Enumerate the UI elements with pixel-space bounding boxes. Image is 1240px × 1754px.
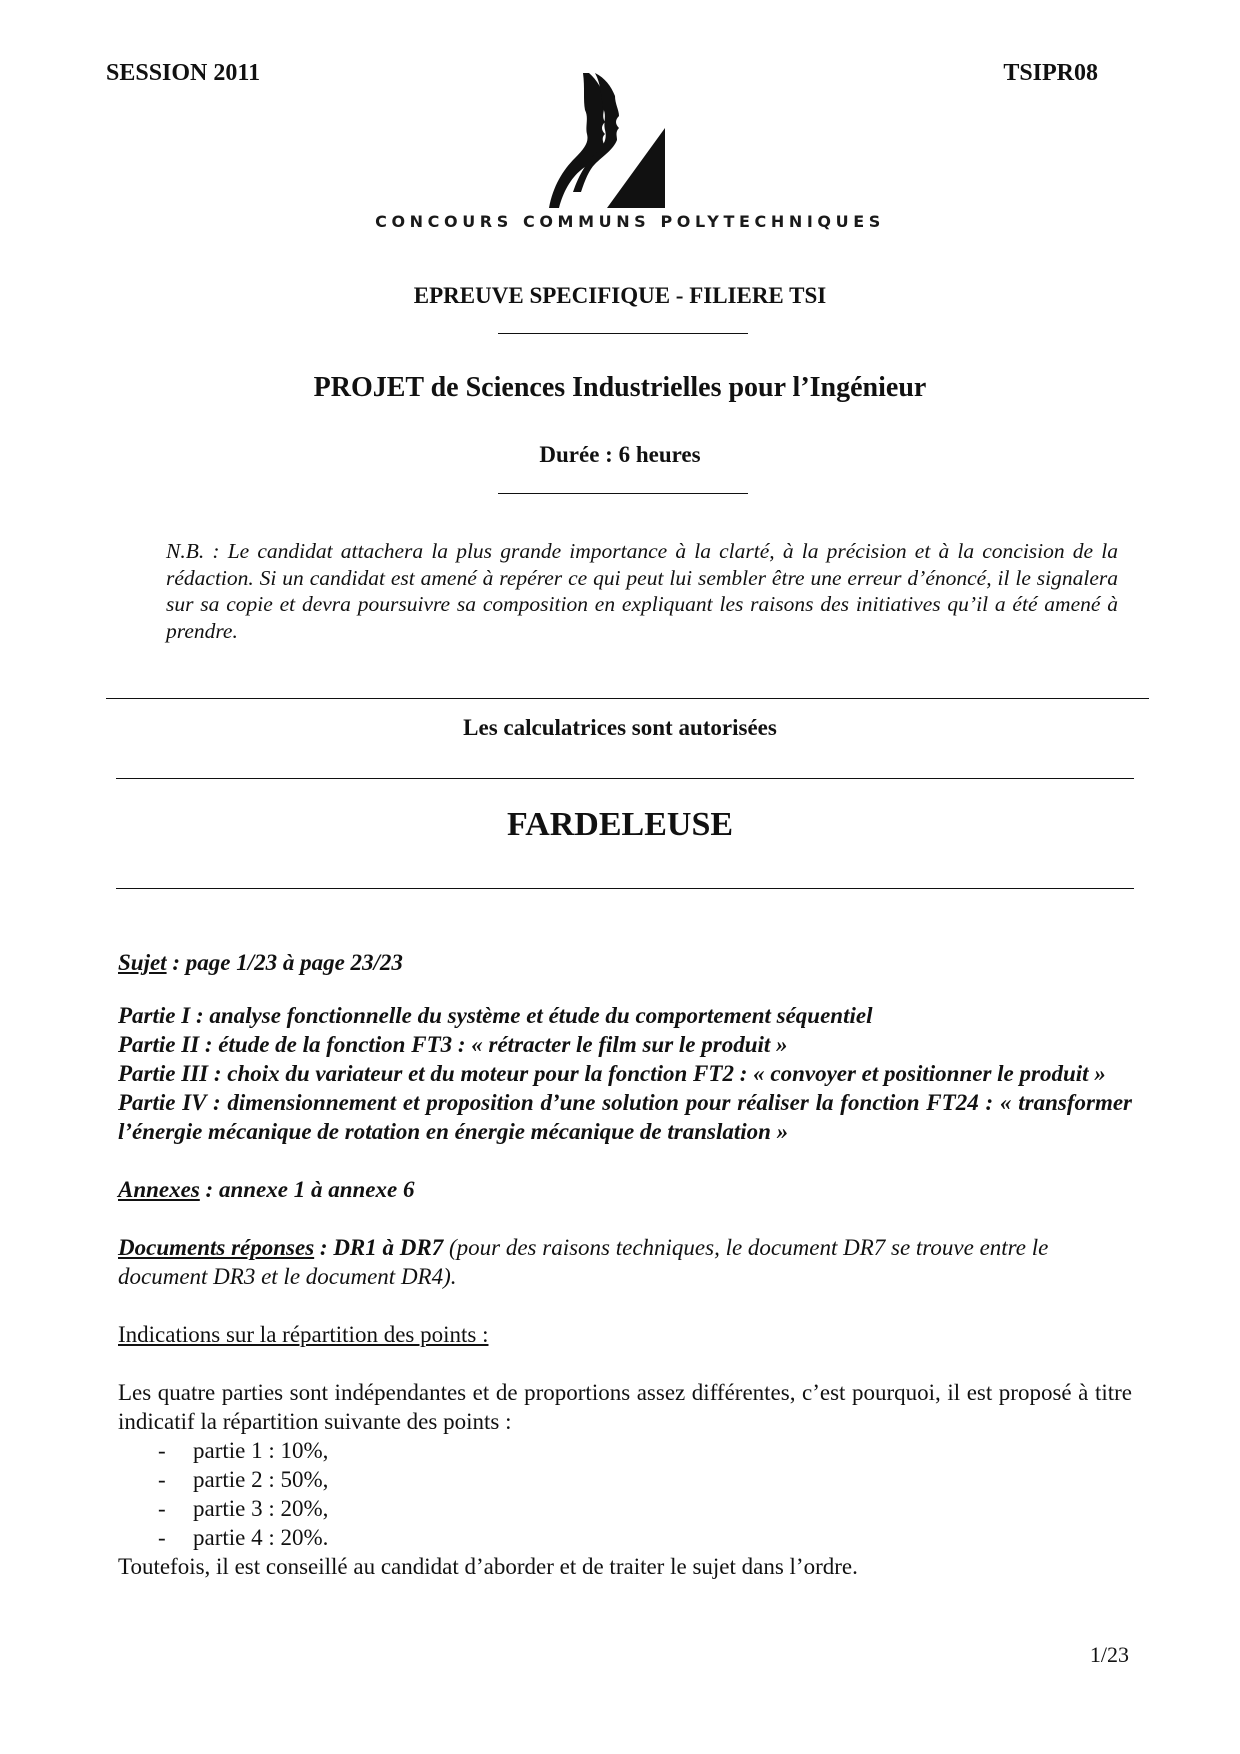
annexes-text: : annexe 1 à annexe 6 xyxy=(199,1177,415,1202)
points-list xyxy=(118,1436,1132,1552)
sujet-text: : page 1/23 à page 23/23 xyxy=(166,950,403,975)
documents-label: Documents réponses xyxy=(118,1235,315,1260)
divider xyxy=(498,333,748,334)
partie-item: Partie II : étude de la fonction FT3 : « rétracter le film sur le produit » xyxy=(118,1032,788,1057)
project-title: PROJET de Sciences Industrielles pour l’Ingénieur xyxy=(313,372,927,403)
documents-note: (pour des raisons techniques, le document DR7 se trouve entre le document DR3 et le document DR4). xyxy=(118,1235,1049,1289)
subject-body xyxy=(118,948,1132,1581)
list-item: - partie 2 : 50%, xyxy=(118,1465,1132,1494)
logo-text: CONCOURS COMMUNS POLYTECHNIQUES xyxy=(375,212,885,231)
nb-instructions: N.B. : Le candidat attachera la plus grande importance à la clarté, à la précision et à la concision de la rédaction. Si un candidat est amené à repérer ce qui peut lui sembler être une erreur d’énoncé, il le signalera sur sa copie et devra poursuivre sa composition en expliquant les raisons des initiatives qu’il a été amené à prendre. xyxy=(166,539,1118,643)
sujet-label: Sujet xyxy=(118,950,167,975)
calculators-notice: Les calculatrices sont autorisées xyxy=(463,715,777,740)
page-title: FARDELEUSE xyxy=(506,806,734,843)
duration-label: Durée : 6 heures xyxy=(539,442,701,467)
partie-item: Partie IV : dimensionnement et proposition d’une solution pour réaliser la fonction FT24 : « transformer l’énergie mécanique de rotation en énergie mécanique de translation » xyxy=(118,1090,1132,1144)
divider xyxy=(106,698,1149,699)
indications-heading: Indications sur la répartition des points : xyxy=(118,1322,489,1347)
session-label: SESSION 2011 xyxy=(106,60,261,86)
partie-item: Partie I : analyse fonctionnelle du système et étude du comportement séquentiel xyxy=(118,1003,873,1028)
points-intro: Les quatre parties sont indépendantes et de proportions assez différentes, c’est pourquoi, il est proposé à titre indicatif la répartition suivante des points : xyxy=(118,1380,1132,1434)
list-item: - partie 3 : 20%, xyxy=(118,1494,1132,1523)
divider xyxy=(116,888,1134,889)
annexes-line xyxy=(118,1175,1132,1204)
page-number: 1/23 xyxy=(1089,1642,1129,1667)
list-item: - partie 1 : 10%, xyxy=(118,1436,1132,1465)
exam-type-heading: EPREUVE SPECIFIQUE - FILIERE TSI xyxy=(413,283,827,308)
divider xyxy=(498,493,748,494)
sujet-line xyxy=(118,948,1132,977)
annexes-label: Annexes xyxy=(118,1177,200,1202)
list-item: - partie 4 : 20%. xyxy=(118,1523,1132,1552)
documents-range: : DR1 à DR7 xyxy=(314,1235,444,1260)
divider xyxy=(116,778,1134,779)
conclusion-text: Toutefois, il est conseillé au candidat d’aborder et de traiter le sujet dans l’ordre. xyxy=(118,1554,858,1579)
documents-line xyxy=(118,1233,1132,1291)
exam-code: TSIPR08 xyxy=(1003,60,1098,86)
partie-item: Partie III : choix du variateur et du moteur pour la fonction FT2 : « convoyer et positionner le produit » xyxy=(118,1061,1106,1086)
